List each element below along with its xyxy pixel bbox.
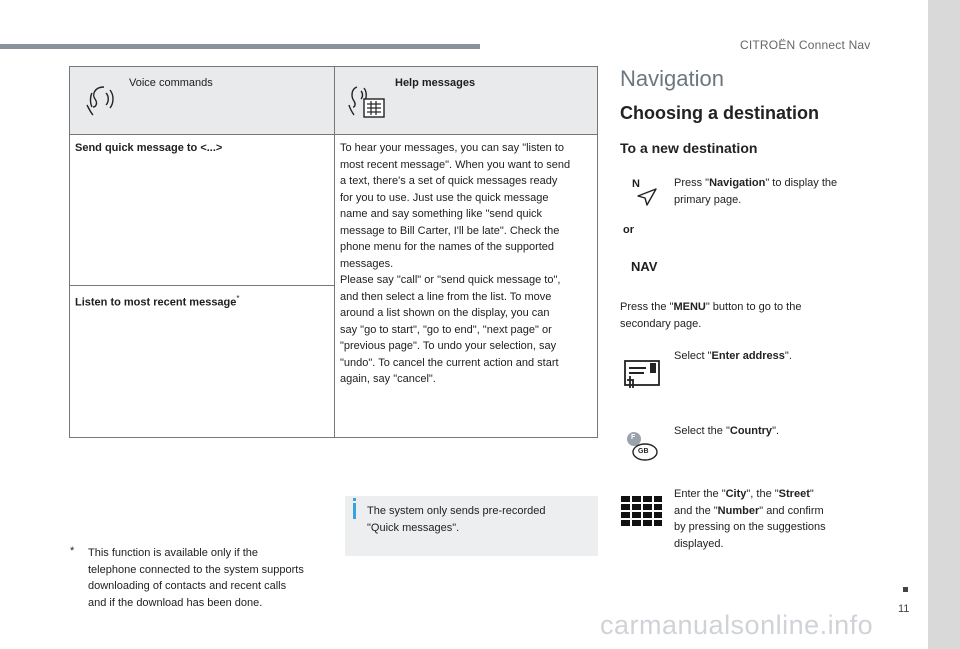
voice-command-icon <box>84 81 116 117</box>
text-span: Select the " <box>674 425 730 437</box>
step-line <box>674 503 826 520</box>
page-number: 11 <box>898 603 910 615</box>
header-title: CITROËN Connect Nav <box>740 38 871 52</box>
enter-address-icon <box>624 360 662 390</box>
section-heading: To a new destination <box>620 140 758 156</box>
command-listen-recent-label: Listen to most recent message <box>75 296 237 309</box>
text-span: ". <box>784 350 792 362</box>
help-line: To hear your messages, you can say "listen to <box>340 142 565 154</box>
help-line: messages. <box>340 257 394 270</box>
flag-f-label: F <box>631 434 636 441</box>
text-span: ", the " <box>746 488 779 500</box>
help-line: message to Bill Carter, I'll be late". Check the <box>340 224 560 237</box>
step-line: by pressing on the suggestions <box>674 521 826 533</box>
text-bold: Country <box>729 425 773 437</box>
menu-line <box>620 299 801 316</box>
step-navigation <box>674 175 837 208</box>
help-line: most recent message". When you want to send <box>340 158 571 171</box>
text-span: Select " <box>674 350 712 362</box>
section-title: Navigation <box>620 66 724 91</box>
menu-line: secondary page. <box>620 317 702 330</box>
text-span: Enter the " <box>674 488 726 500</box>
help-message-icon <box>347 79 387 119</box>
footnote-text <box>88 545 338 611</box>
footnote-line: This function is available only if the <box>88 547 258 559</box>
text-bold: MENU <box>673 301 706 313</box>
voice-commands-header: Voice commands <box>129 77 213 89</box>
info-line: "Quick messages". <box>367 521 460 534</box>
footnote-line: and if the download has been done. <box>88 596 263 609</box>
help-line: Please say "call" or "send quick message to", <box>340 274 561 286</box>
step-line: primary page. <box>674 193 742 206</box>
info-line: The system only sends pre-recorded <box>367 505 546 517</box>
watermark: carmanualsonline.info <box>600 610 874 640</box>
text-span: ". <box>772 425 780 437</box>
keyboard-grid-icon <box>621 496 662 526</box>
text-span: " <box>809 488 814 500</box>
help-line: say "go to start", "go to end", "next page" or <box>340 323 552 336</box>
nav-button-label: NAV <box>631 259 658 274</box>
help-line: "previous page". To undo your selection, say <box>340 340 557 352</box>
text-span: and the " <box>674 504 718 517</box>
continue-marker <box>903 587 908 592</box>
help-line: name and say something like "send quick <box>340 208 543 220</box>
n-label: N <box>632 178 640 190</box>
help-line: again, say "cancel". <box>340 373 436 385</box>
row-divider <box>70 285 334 286</box>
info-text <box>367 503 546 536</box>
header-rule <box>0 44 480 49</box>
section-subtitle: Choosing a destination <box>620 103 820 123</box>
help-messages-header: Help messages <box>395 77 476 89</box>
help-line: for you to use. Just use the quick message <box>340 191 549 204</box>
footnote-line: downloading of contacts and recent calls <box>88 580 287 592</box>
help-line: "undo". To cancel the current action and start <box>340 356 559 369</box>
help-line: phone menu for the names of the supported <box>340 241 555 253</box>
menu-instruction <box>620 299 801 332</box>
text-bold: Enter address <box>711 350 785 362</box>
column-divider <box>334 67 335 437</box>
help-message-text <box>340 140 596 388</box>
navigation-arrow-icon <box>636 188 658 206</box>
page-side-bar <box>928 0 960 649</box>
text-span: Press the " <box>620 301 674 313</box>
step-enter-address <box>674 348 792 365</box>
footnote-marker: * <box>236 294 240 303</box>
step-line <box>674 175 837 192</box>
info-icon <box>353 503 356 519</box>
text-bold: Street <box>778 488 810 500</box>
text-span: Press " <box>674 177 710 189</box>
flag-gb-label: GB <box>638 448 649 455</box>
step-country <box>674 423 779 440</box>
command-listen-recent <box>75 291 240 311</box>
step-enter-details <box>674 486 826 552</box>
text-span: " button to go to the <box>705 301 802 313</box>
step-line <box>674 486 826 503</box>
step-line: displayed. <box>674 537 724 550</box>
or-label: or <box>623 224 634 236</box>
help-line: a text, there's a set of quick messages ready <box>340 175 558 187</box>
info-icon-dot <box>353 498 356 501</box>
text-bold: Number <box>717 504 760 517</box>
footnote-star: * <box>70 545 75 557</box>
text-span: " and confirm <box>759 504 824 517</box>
voice-command-table <box>69 66 598 438</box>
command-send-quick-message: Send quick message to <...> <box>75 142 223 154</box>
text-bold: City <box>725 488 747 500</box>
help-line: around a list shown on the display, you can <box>340 307 550 319</box>
footnote-line: telephone connected to the system supports <box>88 563 304 576</box>
text-bold: Navigation <box>709 177 766 189</box>
help-line: and then select a line from the list. To move <box>340 290 552 303</box>
text-span: " to display the <box>765 177 838 189</box>
